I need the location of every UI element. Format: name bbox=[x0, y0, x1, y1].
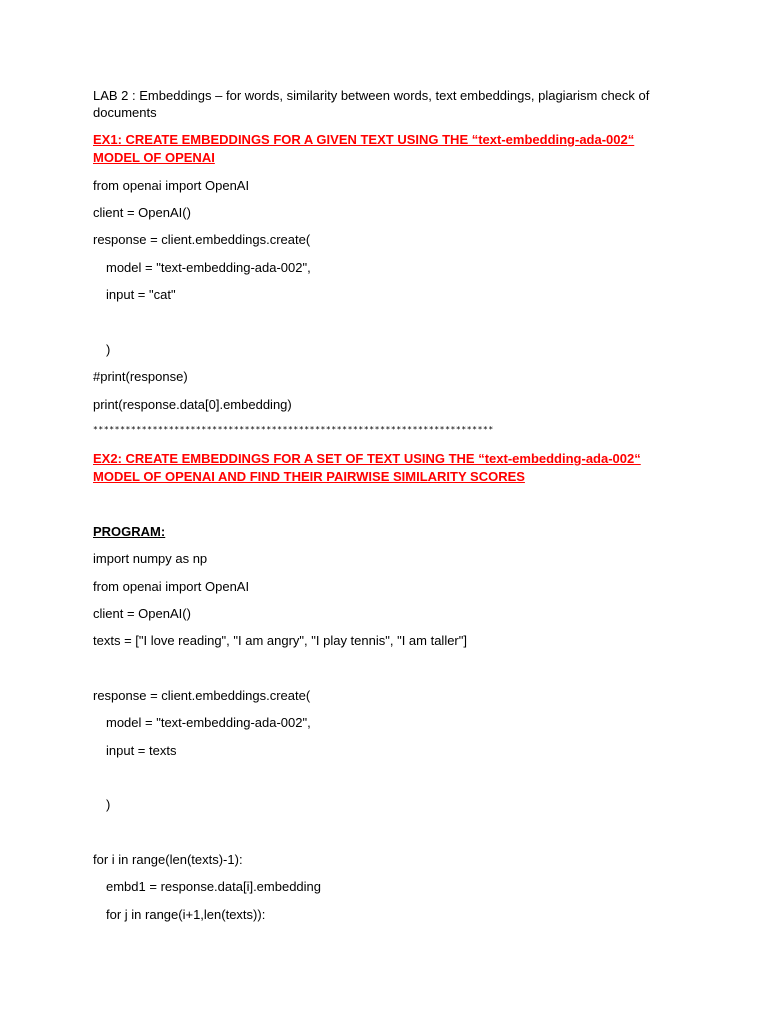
ex1-code-line: print(response.data[0].embedding) bbox=[93, 397, 292, 412]
ex1-code-line: from openai import OpenAI bbox=[93, 178, 250, 193]
separator-line: ************************************************************************** bbox=[93, 425, 494, 434]
ex2-code-line: response = client.embeddings.create( bbox=[93, 688, 311, 703]
ex2-code-line: client = OpenAI() bbox=[93, 606, 191, 621]
ex1-code-line: model = "text-embedding-ada-002", bbox=[106, 260, 311, 275]
ex2-code-line: import numpy as np bbox=[93, 551, 208, 566]
program-label: PROGRAM: bbox=[93, 524, 166, 539]
ex2-code-line: ) bbox=[106, 797, 111, 812]
lab-title: LAB 2 : Embeddings – for words, similarity between words, text embeddings, plagiarism check of documents bbox=[93, 88, 650, 120]
ex1-code-line: client = OpenAI() bbox=[93, 205, 191, 220]
ex1-code-line: response = client.embeddings.create( bbox=[93, 232, 311, 247]
ex2-code-line: input = texts bbox=[106, 743, 177, 758]
ex1-code-line: #print(response) bbox=[93, 369, 188, 384]
ex2-code-line: for j in range(i+1,len(texts)): bbox=[106, 907, 266, 922]
ex2-code-line: for i in range(len(texts)-1): bbox=[93, 852, 243, 867]
ex2-code-line: from openai import OpenAI bbox=[93, 579, 250, 594]
ex2-code-line: model = "text-embedding-ada-002", bbox=[106, 715, 311, 730]
ex2-code-line: embd1 = response.data[i].embedding bbox=[106, 879, 322, 894]
ex2-code-line: texts = ["I love reading", "I am angry", "I play tennis", "I am taller"] bbox=[93, 633, 467, 648]
ex1-heading: EX1: CREATE EMBEDDINGS FOR A GIVEN TEXT USING THE “text-embedding-ada-002“ MODEL OF OPENAI bbox=[93, 132, 635, 165]
ex1-code-line: input = "cat" bbox=[106, 287, 176, 302]
ex1-code-line: ) bbox=[106, 342, 111, 357]
ex2-heading: EX2: CREATE EMBEDDINGS FOR A SET OF TEXT USING THE “text-embedding-ada-002“ MODEL OF OPENAI AND FIND THEIR PAIRWISE SIMILARITY SCORES bbox=[93, 451, 641, 484]
